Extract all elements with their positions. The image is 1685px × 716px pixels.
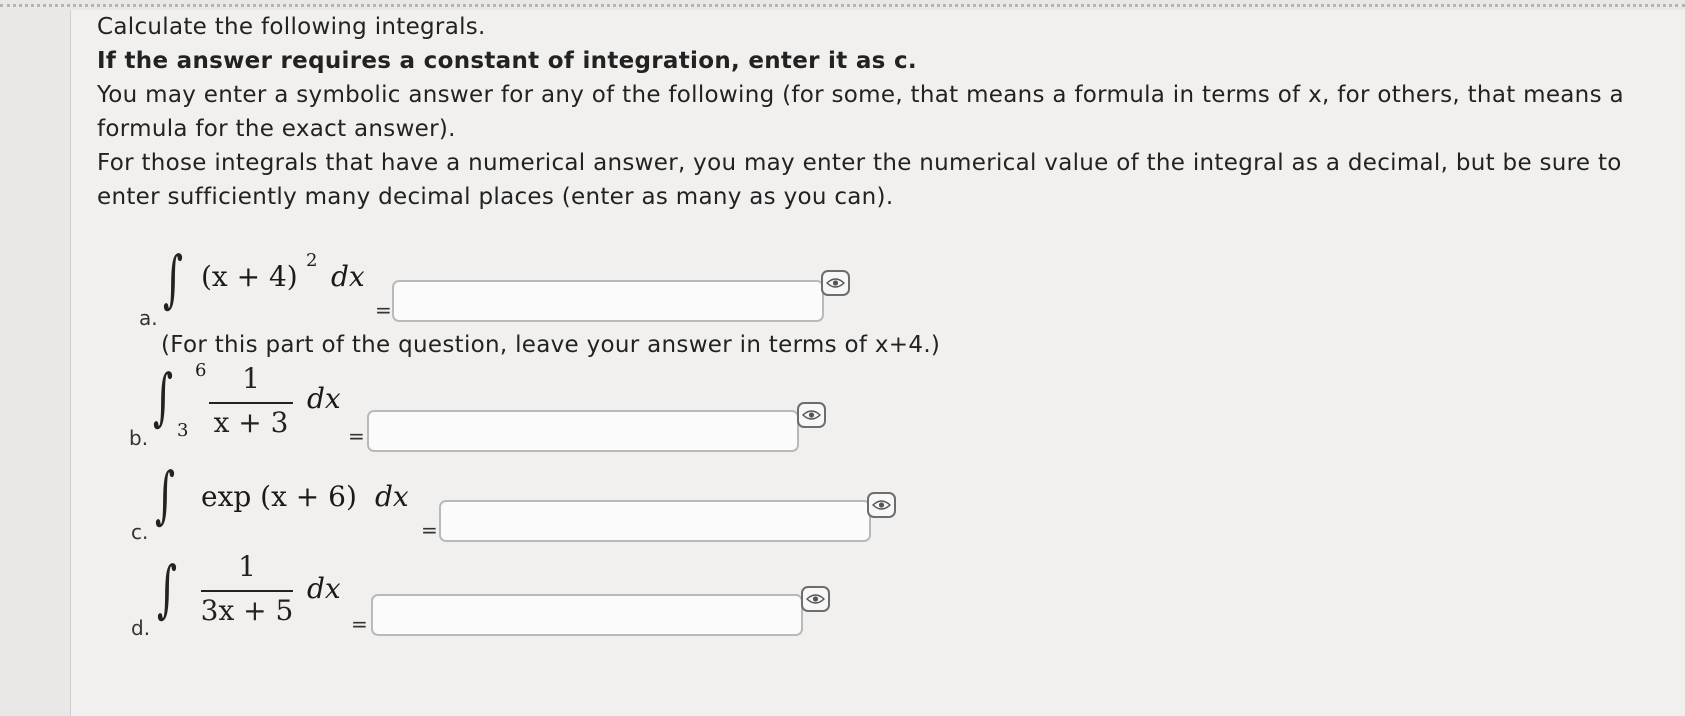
integral-sign: ∫ (157, 552, 178, 625)
part-b-numerator: 1 (242, 362, 260, 395)
part-d-equals: = (351, 612, 368, 636)
top-dotted-border (0, 4, 1685, 7)
part-b-preview-button[interactable] (797, 402, 826, 428)
part-c-equals: = (421, 518, 438, 542)
part-b-dx: dx (307, 382, 341, 415)
part-a-equals: = (375, 298, 392, 322)
instruction-line-3: You may enter a symbolic answer for any of the following (for some, that means a formula in terms of x, for others, that means a (97, 82, 1624, 108)
fraction-bar (209, 402, 293, 404)
part-d-numerator: 1 (238, 550, 256, 583)
part-b-label: b. (129, 426, 149, 450)
part-d-answer-input[interactable] (371, 594, 803, 636)
part-b-equals: = (348, 424, 365, 448)
question-panel (70, 10, 1685, 716)
eye-preview-icon (872, 497, 891, 513)
part-b-upper-limit: 6 (195, 360, 207, 381)
part-d-dx: dx (307, 572, 341, 605)
instruction-line-5: For those integrals that have a numerical answer, you may enter the numerical value of the integral as a decimal, but be sure to (97, 150, 1622, 176)
instruction-line-4: formula for the exact answer). (97, 116, 456, 142)
instruction-line-2: If the answer requires a constant of integration, enter it as c. (97, 48, 917, 74)
part-a-label: a. (139, 306, 158, 330)
part-c-preview-button[interactable] (867, 492, 896, 518)
part-d-denominator: 3x + 5 (200, 594, 294, 627)
part-a-note: (For this part of the question, leave your answer in terms of x+4.) (161, 332, 941, 358)
part-a-answer-input[interactable] (392, 280, 824, 322)
part-b-denominator: x + 3 (213, 406, 289, 439)
part-d-label: d. (131, 616, 151, 640)
eye-preview-icon (802, 407, 821, 423)
integral-sign: ∫ (153, 360, 174, 433)
part-a-dx: dx (331, 260, 365, 293)
part-a-preview-button[interactable] (821, 270, 850, 296)
part-b-lower-limit: 3 (177, 420, 189, 441)
part-a-exponent: 2 (306, 250, 318, 271)
integral-sign: ∫ (163, 242, 184, 315)
fraction-bar (201, 590, 293, 592)
eye-preview-icon (826, 275, 845, 291)
eye-preview-icon (806, 591, 825, 607)
part-c-label: c. (131, 520, 149, 544)
part-d-preview-button[interactable] (801, 586, 830, 612)
instruction-line-6: enter sufficiently many decimal places (enter as many as you can). (97, 184, 894, 210)
part-c-integrand: exp (x + 6) (201, 480, 357, 513)
part-a-integrand: (x + 4) (201, 260, 298, 293)
integral-sign: ∫ (155, 458, 176, 531)
part-b-answer-input[interactable] (367, 410, 799, 452)
part-c-answer-input[interactable] (439, 500, 871, 542)
part-c-dx: dx (375, 480, 409, 513)
instruction-line-1: Calculate the following integrals. (97, 14, 486, 40)
